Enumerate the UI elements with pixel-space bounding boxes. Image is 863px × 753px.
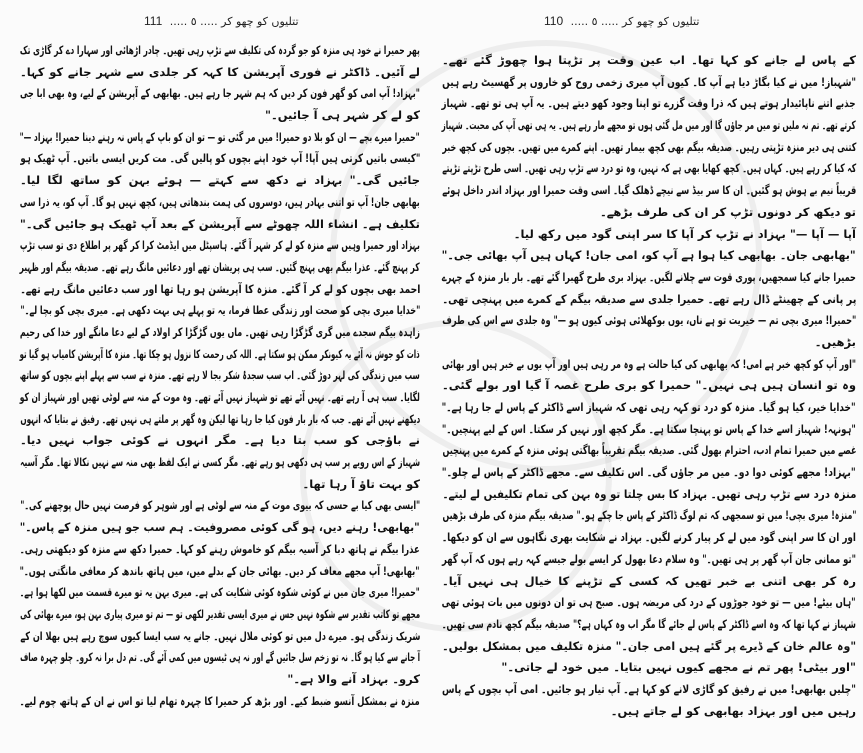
text-line-content: "اور بیٹی! پھر تم نے مجھے کیوں نہیں بتایا۔ میں خود لے جاتی۔" (501, 660, 856, 675)
text-line-content: منزہ نے بمشکل آنسو ضبط کیے۔ اور بڑھ کر حمیرا کا چہرہ تھام لیا تو اس نے ان کے ہاتھ چوم لیے۔ (20, 693, 420, 708)
text-line (442, 505, 856, 527)
text-line (442, 527, 856, 549)
text-line-content: "شہباز! میں نے کیا بگاڑ دیا ہے آپ کا۔ کیوں آپ میری زخمی روح کو خاروں پر گھسیٹ رہے ہیں (442, 74, 856, 89)
text-line-content: "ہونہہ! شہباز اسے خدا کے پاس تو پہنچا سکتا ہے۔ مگر کچھ اور نہیں کر سکتا۔ اس کے لیے پہنچیں۔" (442, 421, 856, 436)
text-line-content: آ جانے سے کیا ہو گا۔ نہ تو زخم سل جائیں گے اور نہ ہی ٹیسوں میں کمی آئے گی۔ تم دل برا نہ کرو۔ چلو چہرہ صاف (20, 650, 420, 665)
text-line-content: "خدایا میری بچی کو صحت اور زندگی عطا فرما، یہ تو پہلے ہی بہت دکھی ہے۔ میری بچی کو بچا لے۔" (20, 303, 420, 318)
text-line (442, 419, 856, 441)
text-line-content: بڑھیں۔ (814, 334, 856, 349)
text-line (442, 657, 856, 679)
page-header (540, 14, 699, 28)
text-line (442, 549, 856, 571)
text-line-content: کو لے کر شہر ہی آ جائیں۔" (264, 108, 420, 123)
text-line (442, 50, 856, 72)
text-line-content: وہ تو انسان ہیں ہی نہیں۔" حمیرا کو بری طرح غصہ آ گیا اور بولے گئی۔ (442, 378, 856, 393)
text-line (442, 614, 856, 636)
text-line-content: حمیرا جانے کیا سمجھیں، پوری قوت سے چلانے لگیں۔ بہزاد بری طرح گھبرا گئے تھے۔ بار بار منزہ کے چہرے (442, 269, 856, 284)
text-line-content: ذات کو جوش نہ آئے یہ کیونکر ممکن ہو سکتا ہے۔ اللہ کی رحمت کا نزول ہو چکا تھا۔ منزہ کا آپریشن کامیاب ہو گیا تو (19, 346, 420, 361)
text-line-content: "بھابھی! آپ مجھے معاف کر دیں۔ بھائی جان کے بدلے میں، میں ہاتھ باندھ کر معافی مانگتی ہوں۔" (20, 563, 420, 578)
text-line (442, 375, 856, 397)
text-line (442, 158, 856, 180)
text-line-content: نے باؤجی کو سب بتا دیا ہے۔ مگر انہوں نے کوئی جواب نہیں دیا۔ (20, 433, 420, 448)
text-line (442, 484, 856, 506)
text-line (442, 592, 856, 614)
text-line-content: "بھابھی! رہنے دیں، ہو گی کوئی مصروفیت۔ ہم سب جو ہیں منزہ کے پاس۔" (20, 520, 420, 535)
book-page-right (432, 0, 863, 753)
text-line-content: جائیں گی۔" بہزاد نے دکھ سے کہتے — ہوئے بہن کو ساتھ لگا لیا۔ (20, 173, 420, 188)
text-line-content: احمد بھی بچوں کو لے کر آ گئے۔ منزہ کا آپریشن ہو رہا تھا اور سب دعائیں مانگ رہے تھے۔ (20, 281, 420, 296)
text-line-content: دیکھنے نہیں آئے تھے۔ جب کہ بار بار فون کیا جا رہا تھا لیکن وہ گھر پر ملتے ہی نہیں تھے۔ رفیق نے بتایا کہ انہوں (20, 411, 420, 426)
text-line-content: "بہزاد! مجھے کوئی دوا دو۔ میں مر جاؤں گی۔ اس تکلیف سے۔ مجھے ڈاکٹر کے پاس لے چلو۔" (442, 465, 856, 480)
text-line-content: عذرا بیگم نے ہاتھ دبا کر آسیہ بیگم کو خاموش رہنے کو کہا۔ حمیرا دکھ سے منزہ کو دیکھتی رہی۔ (20, 541, 420, 556)
page-header (140, 14, 299, 28)
text-line (442, 289, 856, 311)
text-line-content: قریباً نیم بے ہوش ہو گئیں۔ ان کا سر بیڈ سے نیچے ڈھلک گیا۔ اسی وقت حمیرا اور بہزاد اندر داخل ہوئے (442, 183, 856, 198)
text-line (442, 72, 856, 94)
text-line-content: "بہزاد! آپ امی کو گھر فون کر دیں کہ ہم شہر جا رہے ہیں۔ بھابھی کے آپریشن کے لیے، وہ بھی ابا جی (20, 86, 420, 101)
header-separator: ..... ٥ ..... (169, 15, 218, 28)
text-line-content: کہ کیا کر رہے ہیں۔ کہاں ہیں۔ کچھ کھایا بھی ہے کہ نہیں، وہ تو درد سے تڑپ رہی تھیں۔ اسی طرح تڑپتے تڑپتے (442, 161, 856, 176)
text-line-content: "حمیرا! میری جان میں نے کوئی شکوہ کوئی شکایت کی ہے۔ میری بہن یہ تو میرے قسمت میں لکھا ہوا ہے۔ (20, 585, 420, 600)
text-line-content: بہزاد اور حمیرا وہیں سے منزہ کو لے کر شہر آ گئے۔ ہاسپٹل میں ایڈمٹ کرا کر گھر پر اطلاع دی تو سب تڑپ (20, 238, 420, 253)
text-line-content: "تو ممانی جان آپ گھر پر ہی تھیں۔" وہ سلام دعا بھول کر ایسے بولے جیسے کہہ رہے ہوں کہ آپ گھر (442, 551, 856, 566)
text-line (442, 679, 856, 701)
text-line (442, 571, 856, 593)
text-line-content: زاہدہ بیگم سجدے میں گری گڑگڑا رہی تھیں۔ ماں یوں گڑگڑا کر اولاد کے لیے دعا مانگے اور خدا کی رحیم (20, 324, 420, 339)
text-line-content: کتنی ہی دیر منزہ تڑپتی رہیں۔ صدیقہ بیگم بھی کچھ بیمار تھیں۔ اپنے کمرے میں تھیں۔ بچوں کی کچھ خبر (442, 139, 856, 154)
text-line-content: پر پانی کے چھینٹے ڈال رہے تھے۔ حمیرا جلدی سے صدیقہ بیگم کے کمرے میں پہنچی تھی۔ (442, 291, 856, 306)
text-line-content: کے پاس لے جانے کو کہا تھا۔ اب عین وقت پر تڑپتا ہوا چھوڑ گئے تھے۔ (442, 53, 856, 67)
text-line (442, 354, 856, 376)
page-number: 111 (144, 14, 163, 28)
text-line (442, 180, 856, 202)
text-line-content: "منزہ! میری بچی! میں تو سمجھی کہ تم لوگ ڈاکٹر کے پاس جا چکے ہو۔" صدیقہ بیگم منزہ کی طرف بڑھیں (442, 508, 856, 523)
text-line-content: کو بہت تاؤ آ رہا تھا۔ (302, 476, 420, 491)
text-line-content: "بھابھی جان۔ بھابھی کیا ہوا ہے آپ کو، امی جان! کہاں ہیں آپ بھائی جی۔" (442, 248, 856, 263)
text-line-content: شہباز نے کہا تھا کہ وہ اسے ڈاکٹر کے پاس لے جائے گا مگر اب وہ کہاں ہے؟" صدیقہ بیگم کچھ نادم سی تھیں۔ (442, 616, 856, 631)
text-line (442, 636, 856, 658)
text-line (442, 245, 856, 267)
text-line-content: "چلیں بھابھی! میں نے رفیق کو گاڑی لانے کو کہا ہے۔ آپ تیار ہو جائیں۔ امی آپ بچوں کے پاس (442, 681, 856, 696)
text-line-content: غصے میں حمیرا تمام ادب، احترام بھول گئی۔ صدیقہ بیگم تقریباً بھاگتی ہوئی منزہ کے کمرے میں پہنچیں (442, 443, 856, 458)
page-text (442, 50, 856, 722)
text-line (442, 93, 856, 115)
text-line-content: "خدایا خیر، کیا ہو گیا۔ منزہ کو درد تو کہہ رہی تھی کہ شہباز اسے ڈاکٹر کے پاس لے جا رہا ہے۔" (442, 400, 856, 414)
book-title: تتلیوں کو چھو کر (221, 15, 299, 28)
text-line-content: رہ کر بھی اتنی بے خبر تھیں کہ کسی کے تڑپنے کا خیال ہی نہیں آیا۔ (442, 573, 856, 588)
text-line (442, 397, 856, 419)
text-line-content: کرو۔ بہزاد آنے والا ہے۔" (287, 671, 420, 686)
text-line (442, 440, 856, 462)
page-number: 110 (544, 14, 564, 28)
text-line-content: "کیسی باتیں کرتی ہیں آپا! آپ خود اپنے بچوں کو پالیں گی۔ مت کریں ایسی باتیں۔ آپ ٹھیک ہو (20, 151, 420, 166)
text-line (442, 137, 856, 159)
text-line (20, 214, 420, 236)
book-title: تتلیوں کو چھو کر (622, 15, 700, 28)
text-line (20, 40, 420, 62)
text-line (442, 224, 856, 246)
text-line (442, 115, 856, 137)
text-line-content: شہباز کے اس رویے پر سب ہی دکھی ہو رہے تھے۔ مگر کسی نے ایک لفظ بھی منہ سے نہیں نکالا تھا۔ مگر آسیہ (20, 455, 420, 470)
text-line-content: سب میں زندگی کی لہر دوڑ گئی۔ اب سب سجدۂ شکر بجا لا رہے تھے۔ منزہ نے سب سے پہلے اپنے بچوں کو ساتھ (20, 368, 420, 383)
text-line-content: "حمیرا میرے بچے — ان کو بلا دو حمیرا! میں مر گئی تو — تو ان کو باپ کے پاس نہ رہنے دینا حمیرا! بہزاد —" (20, 129, 420, 144)
text-line-content: "وہ عالم خان کے ڈیرے پر گئے ہیں امی جان۔" منزہ تکلیف میں بمشکل بولیں۔ (442, 638, 856, 653)
text-line-content: "ایسی بھی کیا بے حسی کہ بیوی موت کے منہ سے لوٹی ہے اور شوہر کو فرصت نہیں حال پوچھنے کی۔" (20, 498, 420, 513)
text-line-content: تو دیکھ کر دونوں تڑپ کر ان کی طرف بڑھے۔ (599, 204, 856, 219)
text-line (20, 647, 420, 669)
text-line (442, 267, 856, 289)
text-line-content: "اور آپ کو کچھ خبر ہے امی! کہ بھابھی کی کیا حالت ہے وہ مر رہی ہیں اور آپ یوں بے خبر ہیں اور بھائی (442, 356, 856, 371)
text-line-content: شریک زندگی ہو۔ میرے دل میں تو کوئی ملال نہیں۔ جانے یہ سب ایسا کیوں سوچ رہے ہیں بھلا ان کے (20, 628, 420, 643)
text-line-content: تکلیف ہے۔ انشاء اللہ چھوٹے سے آپریشن کے بعد آپ ٹھیک ہو جائیں گی۔" (20, 216, 420, 231)
text-line-content: "ہاں بیٹے! میں — تو خود جوڑوں کے درد کی مریضہ ہوں۔ صبح ہی تو ان دونوں میں بات ہوئی تھی (442, 595, 856, 610)
text-line-content: کرتے تھے۔ تم نہ ملیں تو میں مر جاؤں گا اور میں مل گئی ہوں تو مجھے مار رہے ہیں۔ یہ ہی تھی آپ کی محبت۔ شہباز (442, 118, 856, 133)
text-line (442, 332, 856, 354)
text-line (20, 235, 420, 257)
text-line-content: پھر حمیرا نے خود ہی منزہ کو جو گردہ کی تکلیف سے تڑپ رہی تھیں۔ چادر اڑھائی اور سہارا دے کر گاڑی تک (20, 43, 420, 57)
text-line (442, 310, 856, 332)
text-line-content: جذبے اتنے ناپائیدار ہوتے ہیں کہ ذرا وقت گزرے تو اپنا وجود کھو دیتے ہیں۔ یہ آپ ہی تو تھے۔ شہباز (442, 96, 856, 111)
text-line-content: بھابھی جان! آپ تو اتنی بہادر ہیں، دوسروں کی ہمت بندھاتی ہیں، کچھ نہیں ہو گا۔ آپ کو، یہ ذرا سی (20, 194, 420, 209)
text-line-content: منزہ درد سے تڑپ رہی تھیں۔ بہزاد کا بس چلتا تو وہ بہن کی تمام تکلیفیں لے لیتے۔ (442, 486, 856, 501)
text-line-content: لے آئیں۔ ڈاکٹر نے فوری آپریشن کا کہہ کر جلدی سے شہر جانے کو کہا۔ (20, 64, 420, 79)
text-line-content: کر پہنچ گئے۔ عذرا بیگم بھی پہنچ گئیں۔ سب ہی پریشان تھے اور دعائیں مانگ رہے تھے۔ صدیقہ بیگم اور ظہیر (20, 259, 420, 274)
text-line-content: مجھے تو کاتب تقدیر سے شکوہ نہیں جس نے میری ایسی تقدیر لکھی تو — تم تو میری پیاری بہن ہو، میرے بھائی کی (20, 606, 420, 621)
text-line (442, 202, 856, 224)
text-line-content: "حمیرا! میری بچی تم — خیریت تو ہے ناں، یوں بوکھلائی ہوئی کیوں ہو —" وہ جلدی سے اس کی طرف (442, 313, 856, 328)
text-line-content: اور ان کا سر اپنی گود میں لے کر پیار کرنے لگیں۔ بہزاد نے شکایت بھری نگاہوں سے ان کو دیکھا۔ (442, 530, 856, 545)
text-line-content: آپا — آپا —" بہزاد نے تڑپ کر آپا کا سر اپنی گود میں رکھ لیا۔ (513, 226, 856, 241)
text-line-content: لگایا۔ سب ہی آ رہے تھے۔ نہیں آئے تھے تو شہباز نہیں آئے تھے۔ وہ موت کے منہ سے لوٹی تھیں اور شہباز ان کو (20, 390, 420, 404)
header-separator: ..... ٥ ..... (570, 15, 619, 28)
text-line-content: رہیں میں اور بہزاد بھابھی کو لے جاتے ہیں۔ (610, 703, 856, 718)
text-line (442, 462, 856, 484)
text-line (442, 701, 856, 723)
